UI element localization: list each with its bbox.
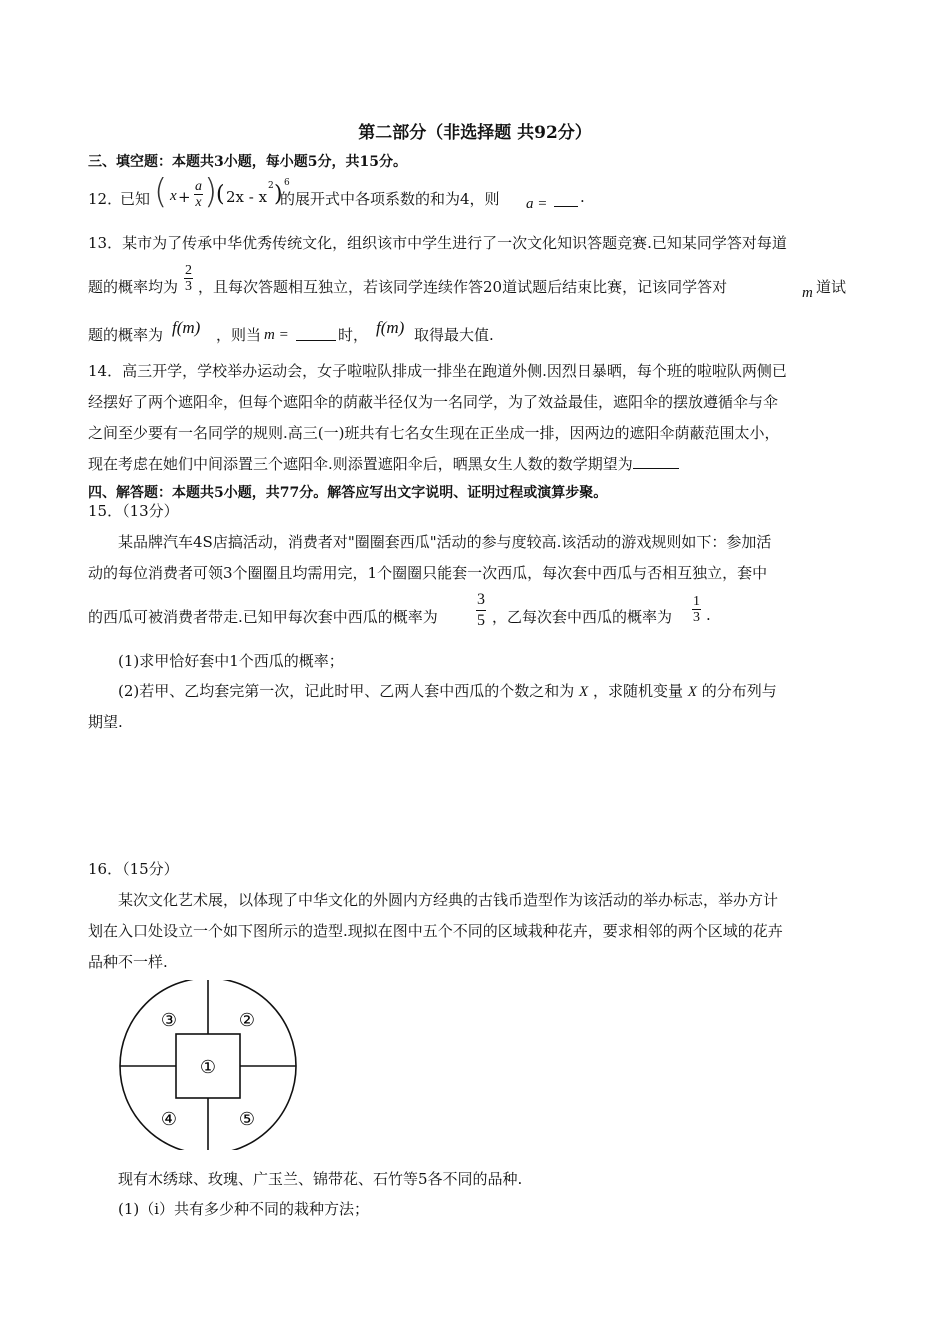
q13-number: 13． [88,234,123,252]
region-label-1: ① [199,1057,217,1078]
q14-number: 14． [88,362,123,380]
q16-line3: 品种不一样. [88,953,168,971]
q13-fm: f(m) [172,318,201,337]
section-four-title: 四、解答题：本题共5小题，共77分。解答应写出文字说明、证明过程或演算步聚。 [88,485,608,501]
q12-answer-blank[interactable] [554,192,578,207]
section-three-title: 三、填空题：本题共3小题，每小题5分，共15分。 [88,154,407,170]
q12-number: 12． [88,190,123,208]
region-label-3: ③ [160,1010,178,1031]
region-label-5: ⑤ [238,1109,256,1130]
coin-region-diagram [116,980,306,1150]
q15-line2: 动的每位消费者可领3个圈圈且均需用完，1个圈圈只能套一次西瓜，每次套中西瓜与否相互独立，套中 [88,564,768,582]
question-14: 14．高三开学，学校举办运动会，女子啦啦队排成一排坐在跑道外侧.因烈日暴晒，每个班的啦啦队两侧已 经摆好了两个遮阳伞，但每个遮阳伞的荫蔽半径仅为一名同学，为了效益最佳，遮阳伞的摆放遵循伞与伞 之间至少要有一名同学的规则.高三(一)班共有七名女生现在正坐成一排，因两边的遮阳伞荫蔽范围太小， 现在考虑在她们中间添置三个遮阳伞.则添置遮阳伞后，晒黑女生人数的数学期望为 [88,362,787,473]
q16-line2: 划在入口处设立一个如下图所示的造型.现拟在图中五个不同的区域栽种花卉，要求相邻的两个区域的花卉 [88,922,783,940]
q16-header: 16．（15分） [88,860,179,878]
region-label-2: ② [238,1010,256,1031]
q15-sub2-line2: 期望. [88,713,123,731]
q13-fm2: f(m) [376,318,405,337]
region-label-4: ④ [160,1109,178,1130]
q13-answer-blank[interactable] [296,326,336,341]
q15-line1: 某品牌汽车4S店搞活动，消费者对"圈圈套西瓜"活动的参与度较高.该活动的游戏规则如下：参加活 [118,533,772,551]
q16-sub1: (1)（i）共有多少种不同的栽种方法； [118,1200,370,1218]
q14-answer-blank[interactable] [633,454,679,469]
part-title: 第二部分（非选择题 共92分） [358,123,592,143]
q15-sub1: (1)求甲恰好套中1个西瓜的概率； [118,652,344,670]
q12-mid: 的展开式中各项系数的和为4，则 [280,190,500,208]
q16-line4: 现有木绣球、玫瑰、广玉兰、锦带花、石竹等5各不同的品种. [118,1170,523,1188]
q15-header: 15．（13分） [88,502,179,520]
q15-sub2: (2)若甲、乙均套完第一次，记此时甲、乙两人套中西瓜的个数之和为 X ，求随机变量 X 的分布列与 [118,682,777,700]
question-13-line1: 13．某市为了传承中华优秀传统文化，组织该市中学生进行了一次文化知识答题竞赛.已知某同学答对每道 [88,234,787,252]
q12-a-eq: a = [526,196,548,212]
q16-line1: 某次文化艺术展，以体现了中华文化的外圆内方经典的古钱币造型作为该活动的举办标志，举办方计 [118,891,779,909]
q12-pre: 已知 [120,190,151,208]
